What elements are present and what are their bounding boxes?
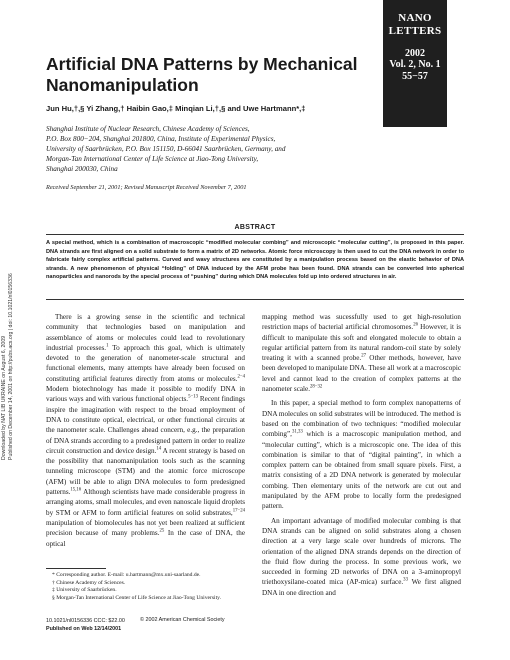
journal-year: 2002 — [405, 48, 425, 59]
footnote-affil-2: ‡ University of Saarbrücken. — [52, 587, 117, 594]
copyright-line: © 2002 American Chemical Society — [140, 617, 225, 623]
affiliation-line: Morgan-Tan International Center of Life Science at Jiao-Tong University, — [46, 155, 259, 163]
journal-name-line1: NANO — [398, 12, 432, 24]
affiliations — [46, 124, 426, 174]
published-line: Published on December 14, 2001 on http://pubs.acs.org | doi: 10.1021/nl0156336 — [8, 273, 14, 460]
body-paragraph: mapping method was sucessfully used to get high-resolution restriction maps of bacterial artificial chromosomes.$^{26}$ However, it is difficult to manipulate this soft and elongated molecule to obtain a regular artificial pattern from its natural random-coil state by solely treating it with a scanned probe.$^{27}$ Other methods, however, have been developed to manipulate DNA. These all work at a macroscopic level and cannot lead to the creation of complex patterns at the nanometer scale.$^{28-32}$ — [262, 313, 461, 394]
body-paragraph: In this paper, a special method to form complex nanopatterns of DNA molecules on solid substrates will be introduced. The method is based on the combination of two techniques: “modified molecular combing”,$^{31,33}$ which is a macroscopic manipulation method, and “molecular cutting”, which is a microscopic one. The idea of this combination is similar to that of “digital painting”, in which a complex pattern can be obtained from small square pixels. First, a matrix consisting of a 2D DNA network is generated by molecular combing. Then elementary units of the network are cut out and manipulated by the AFM probe to locally form the predesigned pattern. — [262, 399, 461, 511]
author-list: Jun Hu,†,§ Yi Zhang,† Haibin Gao,‡ Minqian Li,†,§ and Uwe Hartmann*,‡ — [46, 104, 306, 113]
doi-line: 10.1021/nl0156336 CCC: $22.00 — [46, 618, 125, 624]
footnote-affil-3: § Morgan-Tan International Center of Life Science at Jiao-Tong University. — [52, 594, 221, 601]
footnotes — [46, 572, 245, 602]
affiliation-line: P.O. Box 800−204, Shanghai 201800, China, Institute of Experimental Physics, — [46, 135, 276, 143]
download-sidebar — [1, 230, 23, 460]
footnote-rule — [46, 568, 106, 569]
affiliation-line: University of Saarbrücken, P.O. Box 151150, D-66041 Saarbrücken, Germany, and — [46, 145, 286, 153]
body-paragraph: An important advantage of modified molecular combing is that DNA strands can be aligned on solid substrates along a chosen direction at a very large scale over hundreds of microns. The orientation of the aligned DNA strands depends on the direction of the fluid flow during the process. In some previous work, we succeeded in forming 2D networks of DNA on a 3-aminopropyl triethoxysilane-coated mica (AP-mica) surface.$^{33}$ We first aligned DNA in one direction and — [262, 516, 461, 597]
body-column-right — [262, 312, 461, 598]
footnote-affil-1: † Chinese Academy of Sciences. — [52, 579, 126, 586]
journal-pages: 55−57 — [402, 71, 428, 82]
footnote-corresponding: * Corresponding author. E-mail: u.hartmann@mx.uni-saarland.de. — [52, 572, 201, 578]
affiliation-line: Shanghai 200030, China — [46, 165, 118, 173]
received-dates: Received September 21, 2001; Revised Manuscript Received November 7, 2001 — [46, 184, 247, 191]
abstract-heading: ABSTRACT — [234, 224, 276, 231]
abstract-text: A special method, which is a combination of macroscopic “modified molecular combing” and microscopic “molecular cutting”, is proposed in this paper. DNA strands are first aligned on a solid substrate to form a matrix of 2D networks. Atomic force microscopy is then used to cut the DNA network in order to fabricate fairly complex artificial patterns. Curved and wavy structures are constituted by a manipulation process based on the elastic behavior of DNA strands. A new phenomenon of physical “folding” of DNA induced by the AFM probe has been found. DNA strands can be converted into spherical nanoparticles and nanorods by the special process of “pushing” during which DNA molecules fold up into ordered structures in air. — [46, 240, 464, 280]
journal-name-line2: LETTERS — [388, 25, 442, 37]
abstract-top-rule — [46, 234, 464, 235]
article-title: Artificial DNA Patterns by Mechanical Nanomanipulation — [46, 54, 358, 95]
abstract-bottom-rule — [46, 299, 464, 300]
journal-name — [383, 0, 447, 38]
download-line: Downloaded by NAT LIB UKRAINE on August 6, 2009 — [1, 335, 7, 460]
affiliation-line: Shanghai Institute of Nuclear Research, Chinese Academy of Sciences, — [46, 125, 250, 133]
body-paragraph: There is a growing sense in the scientific and technical community that technologies based on manipulation and assemblance of atoms or molecules could lead to revolutionary industrial processes.$^1$ To approach this goal, which is ultimately devoted to the generation of nanometer-scale structural and functional elements, many attempts have already been focused on constituting artificial features directly from atoms or molecules.$^{2-4}$ Modern biotechnology has made it possible to modify DNA in various ways and with various functional objects.$^{5-13}$ Recent findings inspire the imagination with respect to the broad employment of DNA to constitute optical, electrical, or other functional circuits at the nanometer scale. Challenges ahead concern, e.g., the preparation of DNA strands according to a predesigned pattern in order to realize circuit construction and device design.$^{14}$ A recent strategy is based on the possibility that nanomanipulation tools such as the scanning tunneling microscope (STM) and the atomic force microscope (AFM) will be able to align DNA molecules to form predesigned patterns.$^{15,16}$ Although scientists have made considerable progress in arranging atoms, small molecules, and even nanoscale liquid droplets by STM or AFM to form artificial features on solid substrates,$^{17-24}$ manipulation of biomolecules has not yet been realized at sufficient precision because of many problems.$^{25}$ In the case of DNA, the optical — [46, 313, 246, 548]
published-web: Published on Web 12/14/2001 — [46, 626, 122, 632]
body-column-left — [46, 312, 245, 549]
journal-volume: Vol. 2, No. 1 — [389, 59, 441, 70]
